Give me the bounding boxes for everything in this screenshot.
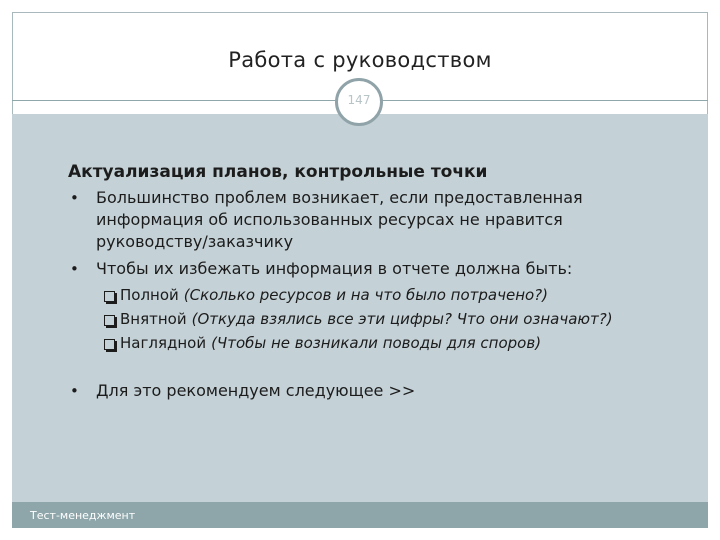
sub-item xyxy=(104,334,541,352)
checkbox-icon xyxy=(104,291,115,302)
sub-item xyxy=(104,310,613,328)
footer-label: Тест-менеджмент xyxy=(30,509,136,522)
sub-item xyxy=(104,286,548,304)
sub-item-note: (Чтобы не возникали поводы для споров) xyxy=(211,334,542,352)
bullet-marker: • xyxy=(70,382,79,400)
sub-item-note: (Откуда взялись все эти цифры? Что они означают?) xyxy=(191,310,613,328)
sub-item-label: Полной xyxy=(120,286,179,304)
bullet-line: Чтобы их избежать информация в отчете должна быть: xyxy=(96,259,573,278)
section-heading: Актуализация планов, контрольные точки xyxy=(68,162,488,182)
sub-item-note: (Сколько ресурсов и на что было потрачено?) xyxy=(183,286,548,304)
bullet-line: руководству/заказчику xyxy=(96,232,294,251)
bullet-line: Большинство проблем возникает, если предоставленная xyxy=(96,188,583,207)
bullet-line: информация об использованных ресурсах не нравится xyxy=(96,210,563,229)
slide-title: Работа с руководством xyxy=(228,48,492,72)
checkbox-icon xyxy=(104,339,115,350)
bullet-marker: • xyxy=(70,189,79,207)
sub-item-label: Наглядной xyxy=(120,334,207,352)
page-number-badge xyxy=(335,78,383,126)
sub-item-label: Внятной xyxy=(120,310,187,328)
bullet-marker: • xyxy=(70,260,79,278)
page-number: 147 xyxy=(347,93,371,107)
bullet-line: Для это рекомендуем следующее >> xyxy=(96,381,416,400)
checkbox-icon xyxy=(104,315,115,326)
